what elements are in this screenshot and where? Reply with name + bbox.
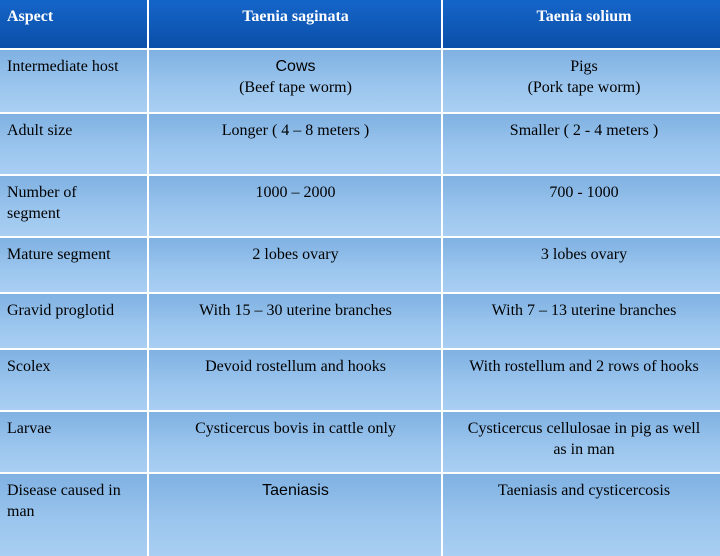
- cell-saginata-disease: Taeniasis: [149, 474, 441, 556]
- solium-larvae-line-2: as in man: [553, 441, 615, 458]
- row-label-number-of-segment: [0, 176, 147, 236]
- cell-solium-segments: 700 - 1000: [443, 176, 720, 236]
- cell-solium-disease: Taeniasis and cysticercosis: [443, 474, 720, 556]
- cell-saginata-intermediate-host: [149, 50, 441, 112]
- solium-larvae-line-1: Cysticercus cellulosae in pig as well: [467, 420, 701, 437]
- row-label-line-1: Number of: [7, 184, 77, 201]
- cell-solium-scolex: With rostellum and 2 rows of hooks: [443, 350, 720, 410]
- cell-solium-adult-size: Smaller ( 2 - 4 meters ): [443, 114, 720, 174]
- row-label-mature-segment: Mature segment: [0, 238, 147, 292]
- cell-solium-gravid-proglotid: With 7 – 13 uterine branches: [443, 294, 720, 348]
- row-label-scolex: Scolex: [0, 350, 147, 410]
- cell-solium-intermediate-host: [443, 50, 720, 112]
- cell-saginata-segments: 1000 – 2000: [149, 176, 441, 236]
- cell-saginata-adult-size: Longer ( 4 – 8 meters ): [149, 114, 441, 174]
- saginata-host-note: (Beef tape worm): [239, 79, 352, 96]
- cell-saginata-scolex: Devoid rostellum and hooks: [149, 350, 441, 410]
- solium-host-name: Pigs: [570, 58, 598, 75]
- row-label-intermediate-host: Intermediate host: [0, 50, 147, 112]
- row-label-line-2: segment: [7, 205, 61, 222]
- header-aspect: Aspect: [0, 0, 147, 48]
- saginata-host-name: Cows: [275, 58, 316, 75]
- cell-saginata-larvae: Cysticercus bovis in cattle only: [149, 412, 441, 472]
- cell-solium-larvae: [443, 412, 720, 472]
- cell-solium-mature-segment: 3 lobes ovary: [443, 238, 720, 292]
- solium-host-note: (Pork tape worm): [527, 79, 641, 96]
- row-label-larvae: Larvae: [0, 412, 147, 472]
- row-label-adult-size: Adult size: [0, 114, 147, 174]
- header-taenia-solium: Taenia solium: [443, 0, 720, 48]
- cell-saginata-gravid-proglotid: With 15 – 30 uterine branches: [149, 294, 441, 348]
- header-taenia-saginata: Taenia saginata: [149, 0, 441, 48]
- row-label-line-2: man: [7, 503, 35, 520]
- row-label-line-1: Disease caused in: [7, 482, 121, 499]
- cell-saginata-mature-segment: 2 lobes ovary: [149, 238, 441, 292]
- row-label-disease-caused-in-man: [0, 474, 147, 556]
- row-label-gravid-proglotid: Gravid proglotid: [0, 294, 147, 348]
